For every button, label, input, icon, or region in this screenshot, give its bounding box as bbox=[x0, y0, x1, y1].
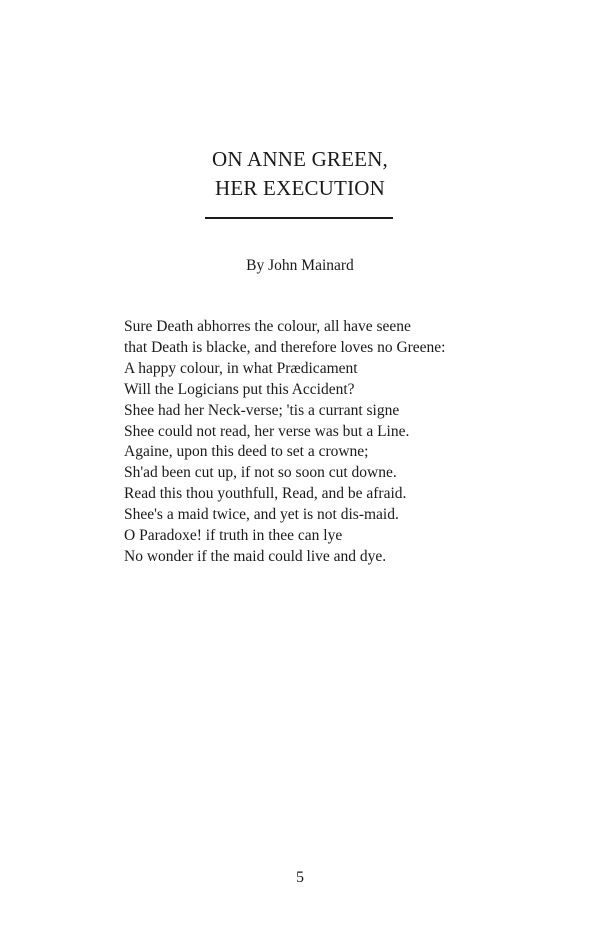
page-title bbox=[0, 145, 600, 203]
title-line-2: HER EXECUTION bbox=[215, 176, 385, 200]
poem-line: that Death is blacke, and therefore loves no Greene: bbox=[124, 338, 446, 356]
poem-line: Read this thou youthfull, Read, and be afraid. bbox=[124, 485, 407, 503]
poem-line: Sure Death abhorres the colour, all have seene bbox=[124, 318, 411, 335]
page-number: 5 bbox=[296, 869, 304, 886]
poem-line: Sh'ad been cut up, if not so soon cut downe. bbox=[124, 464, 397, 482]
poem-line: Shee's a maid twice, and yet is not dis-maid. bbox=[124, 506, 399, 524]
poem-line: Shee could not read, her verse was but a Line. bbox=[124, 422, 410, 440]
poem-body bbox=[124, 317, 446, 568]
poem-line: O Paradoxe! if truth in thee can lye bbox=[124, 527, 343, 545]
poem-line: Againe, upon this deed to set a crowne; bbox=[124, 443, 369, 461]
poem-line: No wonder if the maid could live and dye. bbox=[124, 547, 387, 565]
poem-line: Shee had her Neck-verse; 'tis a currant signe bbox=[124, 401, 400, 419]
author-byline: By John Mainard bbox=[246, 257, 354, 274]
poem-line: A happy colour, in what Prædicament bbox=[124, 359, 358, 377]
title-line-1: ON ANNE GREEN, bbox=[211, 147, 389, 171]
title-divider bbox=[205, 217, 393, 219]
poem-line: Will the Logicians put this Accident? bbox=[124, 380, 355, 398]
